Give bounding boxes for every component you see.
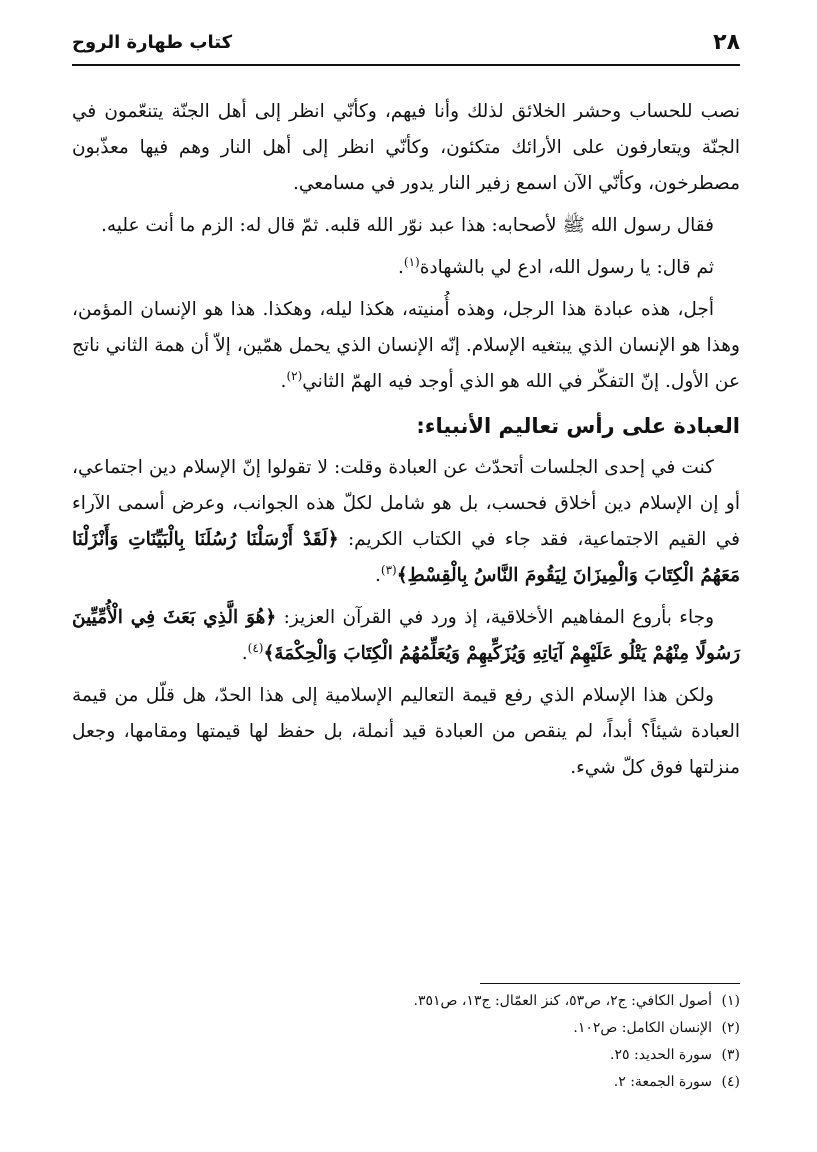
book-title: كتاب طهارة الروح (72, 32, 233, 53)
page-header (72, 28, 740, 66)
quran-verse-2: ﴿هُوَ الَّذِي بَعَثَ فِي الْأُمِّيِّينَ رَسُولًا مِنْهُمْ يَتْلُو عَلَيْهِمْ آيَاتِهِ وَيُزَكِّيهِمْ وَيُعَلِّمُهُمُ الْكِتَابَ وَالْحِكْمَةَ﴾ (72, 607, 740, 664)
paragraph-2-text: فقال رسول الله ﷺ لأصحابه: هذا عبد نوّر الله قلبه. ثمّ قال له: الزم ما أنت عليه. (100, 215, 714, 236)
footnotes (72, 988, 740, 1096)
footnote-ref-3: (٣) (380, 562, 397, 577)
main-text (72, 94, 740, 792)
footnote-divider (480, 983, 740, 984)
footnote-ref-2: (٢) (286, 368, 303, 383)
footnote-4-text: سورة الجمعة: ٢. (613, 1074, 712, 1090)
footnote-2 (72, 1015, 740, 1042)
paragraph-1-text: نصب للحساب وحشر الخلائق لذلك وأنا فيهم، وكأنّي انظر إلى أهل الجنّة يتنعّمون في الجنّة ويتعارفون على الأرائك متكئون، وكأنّي انظر إلى أهل النار وهم فيها معذّبون مصطرخون، وكأنّي الآن اسمع زفير النار يدور في مسامعي. (72, 101, 740, 194)
paragraph-6-end: . (241, 643, 248, 664)
paragraph-3-end: . (397, 257, 404, 278)
paragraph-4 (72, 292, 740, 400)
footnote-3-number: (٣) (721, 1047, 740, 1063)
footnote-3-text: سورة الحديد: ٢٥. (610, 1047, 712, 1063)
footnote-3 (72, 1042, 740, 1069)
footnote-4-number: (٤) (721, 1074, 740, 1090)
paragraph-2 (72, 208, 740, 244)
paragraph-6 (72, 600, 740, 672)
paragraph-7 (72, 678, 740, 786)
paragraph-6-text: وجاء بأروع المفاهيم الأخلاقية، إذ ورد في القرآن العزيز: (283, 607, 715, 628)
paragraph-3 (72, 250, 740, 286)
footnote-ref-1: (١) (403, 254, 420, 269)
paragraph-5-end: . (375, 565, 381, 586)
paragraph-1 (72, 94, 740, 202)
footnote-1-number: (١) (721, 993, 740, 1009)
section-heading: العبادة على رأس تعاليم الأنبياء: (416, 414, 740, 438)
footnote-1-text: أصول الكافي: ج٢، ص٥٣، كنز العمّال: ج١٣، ص٣٥١. (413, 993, 712, 1009)
footnote-1 (72, 988, 740, 1015)
quran-verse-1: ﴿لَقَدْ أَرْسَلْنَا رُسُلَنَا بِالْبَيِّنَاتِ وَأَنْزَلْنَا مَعَهُمُ الْكِتَابَ وَالْمِيزَانَ لِيَقُومَ النَّاسُ بِالْقِسْطِ﴾ (72, 529, 740, 586)
paragraph-7-text: ولكن هذا الإسلام الذي رفع قيمة التعاليم الإسلامية إلى هذا الحدّ، هل قلّل من قيمة العبادة شيئاً؟ أبداً، لم ينقص من العبادة قيد أنملة، بل حفظ لها قيمتها ومقامها، وجعل منزلتها فوق كلّ شيء. (72, 685, 740, 778)
footnote-ref-4: (٤) (247, 640, 264, 655)
paragraph-3-text: ثم قال: يا رسول الله، ادع لي بالشهادة (419, 257, 714, 278)
footnote-4 (72, 1069, 740, 1096)
paragraph-4-end: . (280, 371, 287, 392)
paragraph-4-text: أجل، هذه عبادة هذا الرجل، وهذه أُمنيته، هكذا ليله، وهكذا. هذا هو الإنسان المؤمن، وهذا هو الإنسان الذي يبتغيه الإسلام. إنّه الإنسان الذي يحمل همّين، إلاّ أن همة الثاني ناتج عن الأول. إنّ التفكّر في الله هو الذي أوجد فيه الهمّ الثاني (72, 299, 740, 392)
page-number: ٢٨ (713, 30, 740, 55)
paragraph-5-text: كنت في إحدى الجلسات أتحدّث عن العبادة وقلت: لا تقولوا إنّ الإسلام دين اجتماعي، أو إن الإسلام دين أخلاق فحسب، بل هو شامل لكلّ هذه الجوانب، وعرض أسمى الآراء في القيم الاجتماعية، فقد جاء في الكتاب الكريم: (72, 457, 740, 550)
footnote-2-text: الإنسان الكامل: ص١٠٢. (573, 1020, 712, 1036)
footnote-2-number: (٢) (721, 1020, 740, 1036)
paragraph-5 (72, 450, 740, 594)
